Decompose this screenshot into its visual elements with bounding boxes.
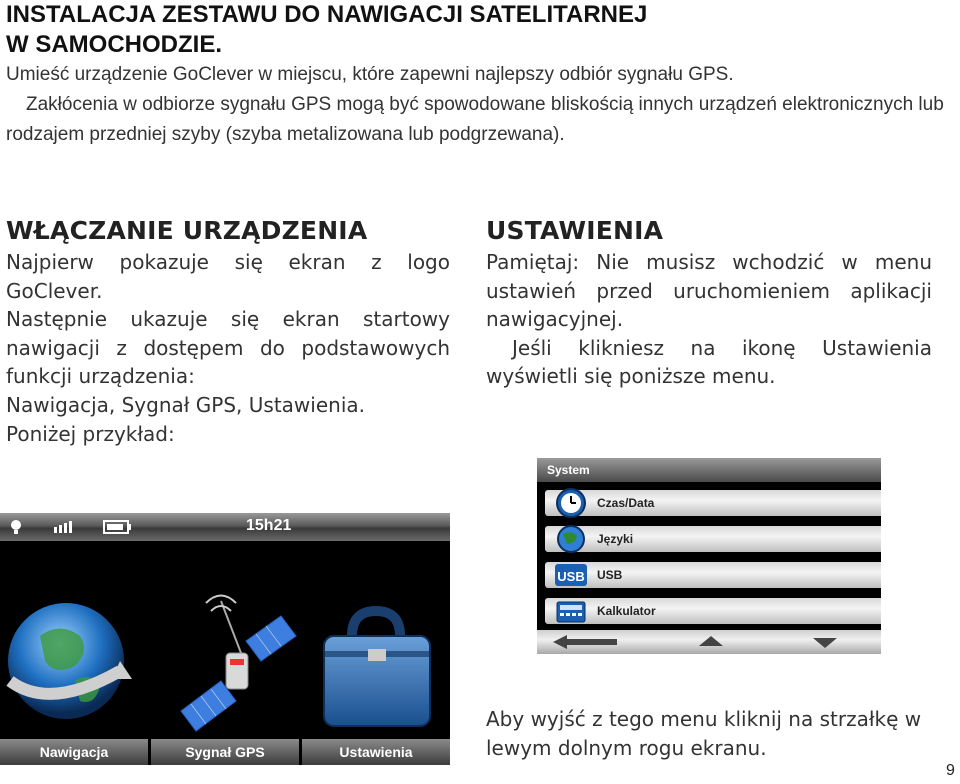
power-on-paragraph-3: Nawigacja, Sygnał GPS, Ustawienia.: [6, 392, 365, 417]
section-heading-power-on: WŁĄCZANIE URZĄDZENIA: [6, 216, 368, 245]
menu-item-label: Języki: [597, 532, 634, 546]
calculator-icon: [551, 594, 591, 628]
menu-item-label: Kalkulator: [597, 604, 656, 618]
panel-gps-signal[interactable]: [151, 541, 299, 765]
system-menu-image: [537, 458, 881, 654]
panel-label-settings: Ustawienia: [302, 739, 450, 765]
title-line-2: W SAMOCHODZIE.: [6, 31, 222, 58]
globe-arrow-icon: [0, 541, 148, 739]
menu-item-label: Czas/Data: [597, 496, 655, 510]
usb-icon: [551, 558, 591, 592]
intro-paragraph-1: Umieść urządzenie GoClever w miejscu, które zapewni najlepszy odbiór sygnału GPS.: [6, 64, 734, 85]
system-menu-title: System: [537, 458, 881, 482]
clock-text: 15h21: [246, 517, 292, 534]
power-on-paragraph-4: Poniżej przykład:: [6, 421, 175, 446]
status-icons: [8, 513, 148, 541]
satellite-icon: [151, 541, 299, 739]
power-on-paragraph-2: Następnie ukazuje się ekran startowy nawigacji z dostępem do podstawowych funkcji urządzenia:: [6, 307, 450, 389]
page-title: [6, 0, 946, 60]
menu-item-languages[interactable]: [545, 526, 881, 552]
status-bar: [0, 513, 450, 541]
settings-paragraph-2: Jeśli klikniesz na ikonę Ustawienia wyświetli się poniższe menu.: [486, 335, 932, 389]
intro-text: [6, 60, 946, 150]
panel-label-gps-signal: Sygnał GPS: [151, 739, 299, 765]
settings-paragraph-1: Pamiętaj: Nie musisz wchodzić w menu ustawień przed uruchomieniem aplikacji nawigacyjnej.: [486, 250, 932, 332]
title-line-1: INSTALACJA ZESTAWU DO NAWIGACJI SATELITARNEJ: [6, 1, 648, 28]
power-on-paragraph-1: Najpierw pokazuje się ekran z logo GoClever.: [6, 250, 450, 303]
intro-paragraph-2: Zakłócenia w odbiorze sygnału GPS mogą być spowodowane bliskością innych urządzeń elektronicznych lub rodzajem przedniej szyby (szyba metalizowana lub podgrzewana).: [6, 94, 944, 145]
settings-text: [486, 248, 932, 391]
section-heading-settings: USTAWIENIA: [486, 216, 664, 245]
svg-text:USB: USB: [557, 569, 585, 584]
menu-item-time-date[interactable]: [545, 490, 881, 516]
menu-item-usb[interactable]: [545, 562, 881, 588]
panel-navigation[interactable]: [0, 541, 148, 765]
exit-instruction: Aby wyjść z tego menu kliknij na strzałkę w lewym dolnym rogu ekranu.: [486, 707, 922, 760]
panel-settings[interactable]: [302, 541, 450, 765]
menu-item-calculator[interactable]: [545, 598, 881, 624]
menu-item-label: USB: [597, 568, 623, 582]
scroll-down-icon[interactable]: [813, 638, 837, 648]
page-number: 9: [946, 762, 955, 779]
scroll-up-icon[interactable]: [699, 636, 723, 646]
main-screen-image: [0, 513, 450, 765]
panel-label-navigation: Nawigacja: [0, 739, 148, 765]
toolbox-icon: [302, 541, 450, 739]
power-on-text: [6, 248, 450, 448]
system-menu-nav-bar: [537, 630, 881, 654]
clock-icon: [551, 486, 591, 520]
globe-icon: [551, 522, 591, 556]
back-arrow-icon[interactable]: [553, 635, 617, 649]
